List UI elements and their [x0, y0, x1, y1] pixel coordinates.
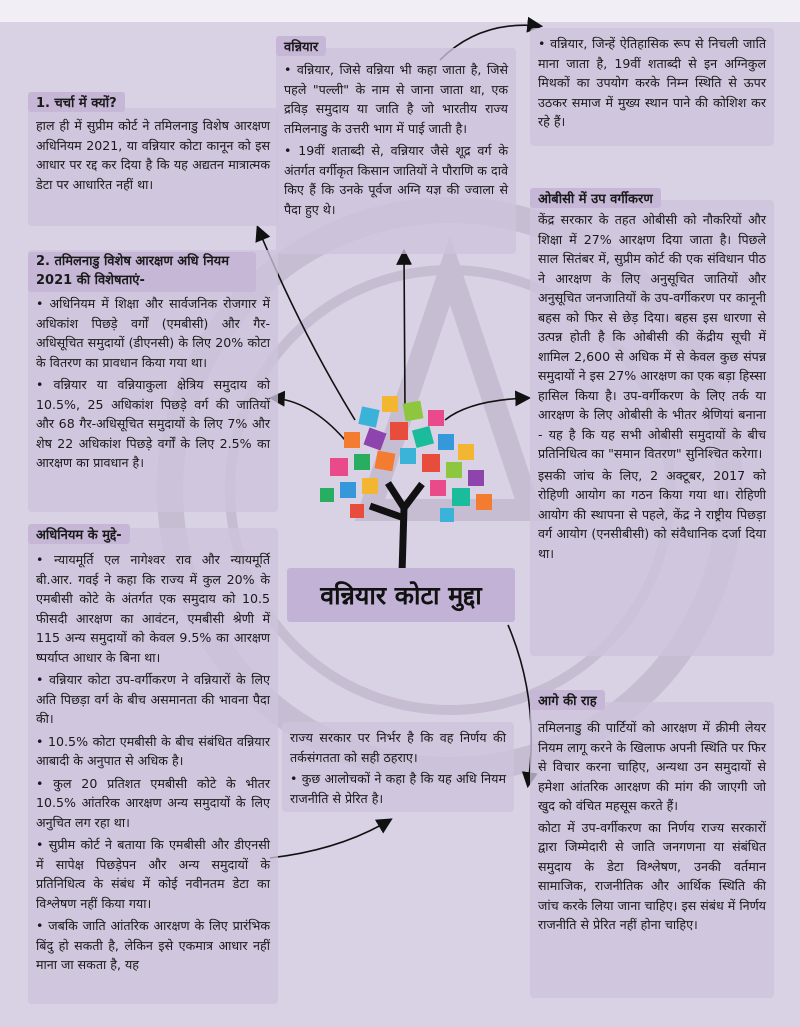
obc-paragraph: इसकी जांच के लिए, 2 अक्टूबर, 2017 को रोहिणी आयोग का गठन किया गया था। रोहिणी आयोग की स्थापना से पहले, केंद्र ने राष्ट्रीय पिछड़ा वर्ग आयोग (एनसीबीसी) को संवैधानिक दर्जा दिया था।	[538, 467, 766, 561]
list-item: • कुछ आलोचकों ने कहा है कि यह अधि नियम राजनीति से प्रेरित है।	[290, 769, 506, 808]
way-ahead-paragraph: तमिलनाडु की पार्टियों को आरक्षण में क्रीमी लेयर नियम लागू करने के खिलाफ अपनी स्थिति पर फिर से विचार करना चाहिए, अन्यथा उन समुदायों से हमेशा आंतरिक आरक्षण की मांग की जाएगी जो खुद को वंचित महसूस करते हैं।	[538, 720, 766, 814]
issues-heading: अधिनियम के मुद्दे-	[28, 524, 130, 544]
tree-illustration	[300, 388, 510, 573]
features-heading: 2. तमिलनाडु विशेष आरक्षण अधि नियम 2021 की विशेषताएं-	[28, 252, 256, 292]
list-item: • वन्नियार, जिन्हें ऐतिहासिक रूप से निचली जाति माना जाता है, 19वीं शताब्दी से इन अग्निकुल मिथकों का उपयोग करके निम्न स्थिति से ऊपर उठकर समाज में मुख्य स्थान पाने की कोशिश कर रहे हैं।	[538, 34, 766, 132]
list-item: • वन्नियार कोटा उप-वर्गीकरण ने वन्नियारों के लिए अति पिछड़ा वर्ग के बीच असमानता की भावना पैदा की।	[36, 670, 270, 729]
list-item: • 10.5% कोटा एमबीसी के बीच संबंधित वन्नियार आबादी के अनुपात से अधिक है।	[36, 732, 270, 771]
why-news-text: हाल ही में सुप्रीम कोर्ट ने तमिलनाडु विशेष आरक्षण अधिनियम 2021, या वन्नियार कोटा कानून को इस आधार पर रद्द कर दिया है कि यह अद्यतन मात्रात्मक डेटा पर आधारित नहीं था।	[36, 118, 270, 192]
list-item: • कुल 20 प्रतिशत एमबीसी कोटे के भीतर 10.5% आंतरिक आरक्षण अन्य समुदायों के लिए अनुचित लग रहा था।	[36, 774, 270, 833]
vanniyar-heading: वन्नियार	[276, 36, 326, 56]
list-item: • अधिनियम में शिक्षा और सार्वजनिक रोजगार में अधिकांश पिछड़े वर्गों (एमबीसी) और गैर-अधिसूचित समुदायों (डीएनसी) के लिए 20% कोटा के वितरण का प्रावधान किया गया था।	[36, 294, 270, 372]
list-item: • वन्नियार, जिसे वन्निया भी कहा जाता है, जिसे पहले "पल्ली" के नाम से जाना जाता था, एक द्रविड़ समुदाय या जाति है जो भारतीय राज्य तमिलनाडु के उत्तरी भाग में पाई जाती है।	[284, 60, 508, 138]
way-ahead-heading: आगे की राह	[530, 690, 605, 710]
history-box	[530, 28, 774, 146]
center-title: वन्नियार कोटा मुद्दा	[287, 568, 515, 622]
way-ahead-box	[530, 702, 774, 998]
list-item: • जबकि जाति आंतरिक आरक्षण के लिए प्रारंभिक बिंदु हो सकती है, लेकिन इसे एकमात्र आधार नहीं माना जा सकता है, यह	[36, 916, 270, 975]
bottom-mid-paragraph: राज्य सरकार पर निर्भर है कि वह निर्णय की तर्कसंगतता को सही ठहराए।	[290, 730, 506, 765]
list-item: • न्यायमूर्ति एल नागेश्वर राव और न्यायमूर्ति बी.आर. गवई ने कहा कि राज्य में कुल 20% के एमबीसी कोटे के अंतर्गत एक समुदाय को 10.5 फीसदी आरक्षण का आवंटन, एमबीसी श्रेणी में 115 अन्य समुदायों को केवल 9.5% का आरक्षण ष्पर्याप्त आधार के बिना था।	[36, 550, 270, 667]
obc-heading: ओबीसी में उप वर्गीकरण	[530, 188, 661, 208]
list-item: • 19वीं शताब्दी से, वन्नियार जैसे शूद्र वर्ग के अंतर्गत वर्गीकृत किसान जातियों ने पौराणि क दावे किए हैं कि उनके पूर्वज अग्नि यज्ञ की ज्वाला से पैदा हुए थे।	[284, 141, 508, 219]
obc-box	[530, 200, 774, 656]
bottom-mid-box	[282, 722, 514, 812]
list-item: • सुप्रीम कोर्ट ने बताया कि एमबीसी और डीएनसी में सापेक्ष पिछड़ेपन और अन्य समुदायों के प्रतिनिधित्व के संबंध में कोई नवीनतम डेटा का विश्लेषण नहीं किया गया।	[36, 835, 270, 913]
list-item: • वन्नियार या वन्नियाकुला क्षेत्रिय समुदाय को 10.5%, 25 अधिकांश पिछड़े वर्ग की जातियों और 68 गैर-अधिसूचित समुदायों के लिए 7% और शेष 22 अधिकांश पिछड़े वर्गों के लिए 2.5% का आरक्षण का प्रावधान है।	[36, 375, 270, 473]
obc-paragraph: केंद्र सरकार के तहत ओबीसी को नौकरियों और शिक्षा में 27% आरक्षण दिया जाता है। पिछले साल सितंबर में, सुप्रीम कोर्ट की एक संविधान पीठ ने आरक्षण के लिए अनुसूचित जातियों और अनुसूचित जनजातियों के उप-वर्गीकरण पर कानूनी बहस को फिर से छेड़ दिया। बहस इस धारणा से उत्पन्न होती है कि ओबीसी की केंद्रीय सूची में शामिल 2,600 से अधिक में से केवल कुछ संपन्न समुदायों ने इस 27% आरक्षण का एक बड़ा हिस्सा हासिल किया है। उप-वर्गीकरण के लिए तर्क या आरक्षण के लिए ओबीसी के भीतर श्रेणियां बनाना - यह है कि यह सभी ओबीसी समुदायों के बीच प्रतिनिधित्व का "समान वितरण" सुनिश्चित करेगा।	[538, 212, 766, 462]
way-ahead-paragraph: कोटा में उप-वर्गीकरण का निर्णय राज्य सरकारों द्वारा जिम्मेदारी से जाति जनगणना या संबंधित समुदाय के डेटा विश्लेषण, उनकी वर्तमान सामाजिक, राजनीतिक और आर्थिक स्थिति की जांच करके लिया जाना चाहिए। इस संबंध में निर्णय राजनीति से प्रेरित नहीं होना चाहिए।	[538, 819, 766, 933]
why-news-box	[28, 108, 278, 226]
why-news-heading: 1. चर्चा में क्यों?	[28, 92, 125, 112]
issues-box	[28, 528, 278, 1004]
vanniyar-box	[276, 48, 516, 254]
